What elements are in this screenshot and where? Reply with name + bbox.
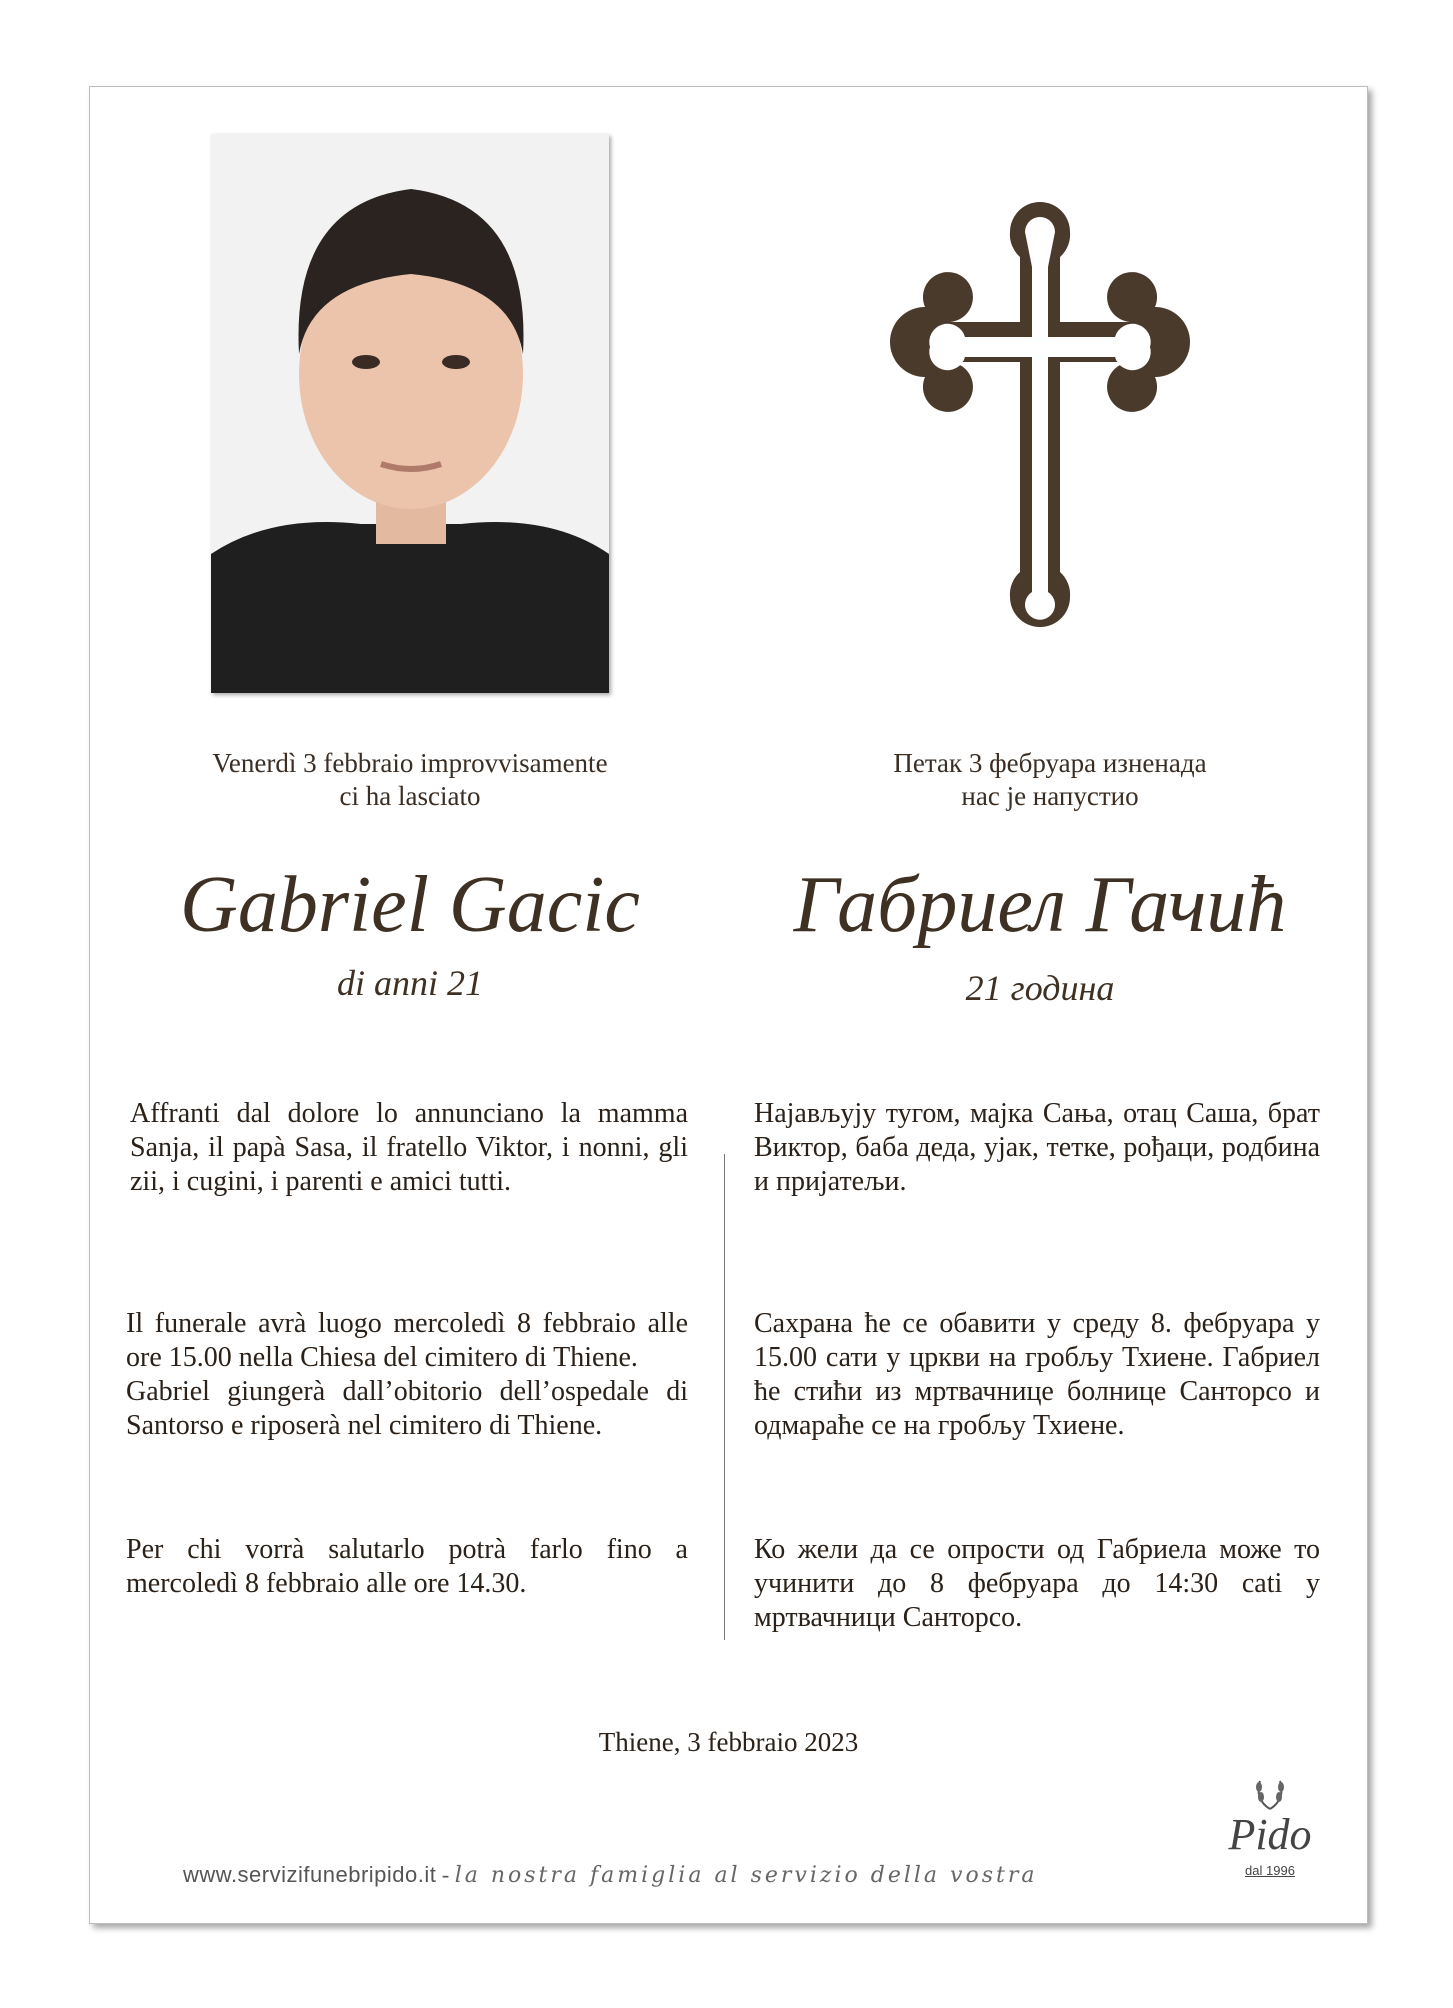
family-text-latin: Affranti dal dolore lo annunciano la mamma Sanja, il papà Sasa, il fratello Viktor, i nonni, gli zii, i cugini, i parenti e amici tutti.	[130, 1098, 688, 1197]
deceased-name-latin: Gabriel Gacic	[180, 861, 640, 949]
logo-since: dal 1996	[1245, 1863, 1295, 1878]
family-text-cyrillic: Најављују тугом, мајка Сања, отац Саша, брат Виктор, баба деда, ујак, тетке, рођаци, родбина и пријатељи.	[754, 1098, 1320, 1197]
left-intro	[130, 747, 690, 813]
funeral-text-latin-1: Il funerale avrà luogo mercoledì 8 febbraio alle ore 15.00 nella Chiesa del cimitero di Thiene.	[126, 1308, 688, 1373]
right-intro-line1: Петак 3 фебруара изненада	[893, 748, 1207, 778]
visit-info-cyrillic	[754, 1533, 1320, 1635]
family-announcement-cyrillic	[754, 1097, 1320, 1199]
orthodox-cross-icon	[880, 162, 1200, 692]
place-and-date: Thiene, 3 febbraio 2023	[598, 1727, 859, 1757]
website-link[interactable]: www.servizifunebripido.it	[183, 1862, 437, 1887]
funeral-text-latin-2: Gabriel giungerà dall’obitorio dell’ospedale di Santorso e riposerà nel cimitero di Thiene.	[126, 1376, 688, 1441]
obituary-sheet	[89, 86, 1368, 1924]
funeral-info-latin	[126, 1307, 688, 1443]
age-latin: di anni 21	[336, 963, 483, 1003]
family-announcement-latin	[130, 1097, 688, 1199]
visit-text-latin: Per chi vorrà salutarlo potrà farlo fino a mercoledì 8 febbraio alle ore 14.30.	[126, 1534, 688, 1599]
footer	[183, 1862, 1037, 1888]
logo-word: Pido	[1228, 1810, 1312, 1859]
portrait-photo	[211, 134, 609, 693]
footer-motto: la nostra famiglia al servizio della vostra	[454, 1863, 1038, 1888]
funeral-info-cyrillic	[754, 1307, 1320, 1443]
visit-text-cyrillic: Ко жели да се опрости од Габриела може то учинити до 8 фебруара до 14:30 сati у мртвачници Санторсо.	[754, 1534, 1320, 1633]
visit-info-latin	[126, 1533, 688, 1601]
right-intro-line2: нас је напустио	[961, 781, 1139, 811]
funeral-text-cyrillic: Сахрана ће се обавити у среду 8. фебруара у 15.00 сати у цркви на гробљу Тхиене. Габриел ће стићи из мртвачнице болнице Санторсо и одмараће се на гробљу Тхиене.	[754, 1308, 1320, 1441]
footer-separator: -	[436, 1862, 455, 1887]
deceased-name-cyrillic: Габриел Гачић	[793, 861, 1287, 949]
age-cyrillic: 21 година	[965, 968, 1115, 1008]
pido-logo	[1210, 1775, 1330, 1878]
laurel-icon	[1250, 1775, 1290, 1811]
column-divider	[724, 1154, 725, 1640]
left-intro-line2: ci ha lasciato	[339, 781, 481, 811]
right-intro	[770, 747, 1330, 813]
left-intro-line1: Venerdì 3 febbraio improvvisamente	[212, 748, 608, 778]
portrait-illustration	[211, 134, 609, 693]
